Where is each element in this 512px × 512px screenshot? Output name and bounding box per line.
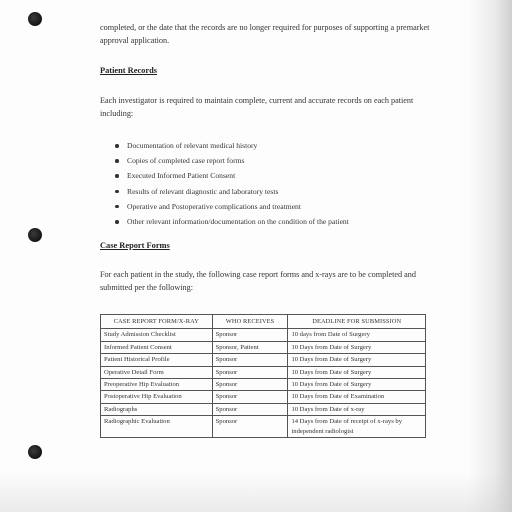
table-cell: Sponsor — [212, 391, 288, 403]
binder-hole-middle — [28, 228, 42, 242]
table-cell: 10 Days from Date of Examination — [288, 391, 426, 403]
table-cell: 10 days from Date of Surgery — [288, 329, 426, 341]
binder-hole-top — [28, 12, 42, 26]
table-cell: Radiographs — [101, 403, 213, 415]
table-header-row — [101, 315, 426, 329]
table-cell: Sponsor — [212, 403, 288, 415]
table-row — [101, 391, 426, 403]
list-item: Operative and Postoperative complications and treatment — [115, 199, 349, 214]
table-row — [101, 416, 426, 438]
table-row — [101, 403, 426, 415]
table-cell: 10 Days from Date of x-ray — [288, 403, 426, 415]
intro-paragraph-tail: completed, or the date that the records are no longer required for purposes of supporting a premarket approval application. — [100, 23, 430, 45]
column-header-deadline: DEADLINE FOR SUBMISSION — [288, 315, 426, 329]
patient-records-heading: Patient Records — [100, 66, 157, 75]
list-item: Other relevant information/documentation on the condition of the patient — [115, 214, 349, 229]
list-item: Copies of completed case report forms — [115, 153, 349, 168]
table-cell: Sponsor, Patient — [212, 341, 288, 353]
binder-hole-bottom — [28, 445, 42, 459]
table-cell: Sponsor — [212, 416, 288, 438]
table-cell: 10 Days from Date of Surgery — [288, 354, 426, 366]
table-cell: Sponsor — [212, 366, 288, 378]
patient-records-list — [115, 138, 349, 229]
column-header-form: CASE REPORT FORM/X-RAY — [101, 315, 213, 329]
list-item: Results of relevant diagnostic and laboratory tests — [115, 184, 349, 199]
table-row — [101, 354, 426, 366]
table-cell: Operative Detail Form — [101, 366, 213, 378]
patient-records-paragraph: Each investigator is required to maintain complete, current and accurate records on each patient including: — [100, 96, 414, 118]
table-cell: Sponsor — [212, 329, 288, 341]
table-cell: Postoperative Hip Evaluation — [101, 391, 213, 403]
list-item: Documentation of relevant medical history — [115, 138, 349, 153]
table-row — [101, 341, 426, 353]
table-cell: Sponsor — [212, 379, 288, 391]
table-row — [101, 379, 426, 391]
table-cell: 10 Days from Date of Surgery — [288, 379, 426, 391]
column-header-receiver: WHO RECEIVES — [212, 315, 288, 329]
table-cell: Informed Patient Consent — [101, 341, 213, 353]
table-cell: 10 Days from Date of Surgery — [288, 341, 426, 353]
table-row — [101, 329, 426, 341]
table-cell: Study Admission Checklist — [101, 329, 213, 341]
list-item: Executed Informed Patient Consent — [115, 168, 349, 183]
case-report-table — [100, 314, 426, 438]
scan-edge-shadow-bottom — [0, 472, 512, 512]
table-row — [101, 366, 426, 378]
table-cell: 10 Days from Date of Surgery — [288, 366, 426, 378]
table-cell: Patient Historical Profile — [101, 354, 213, 366]
scan-edge-shadow-right — [468, 0, 512, 512]
table-cell: Preoperative Hip Evaluation — [101, 379, 213, 391]
case-report-forms-paragraph: For each patient in the study, the following case report forms and x-rays are to be completed and submitted per the following: — [100, 270, 416, 292]
table-cell: Radiographic Evaluation — [101, 416, 213, 438]
table-cell: 14 Days from Date of receipt of x-rays by independent radiologist — [288, 416, 426, 438]
case-report-forms-heading: Case Report Forms — [100, 241, 170, 250]
table-cell: Sponsor — [212, 354, 288, 366]
